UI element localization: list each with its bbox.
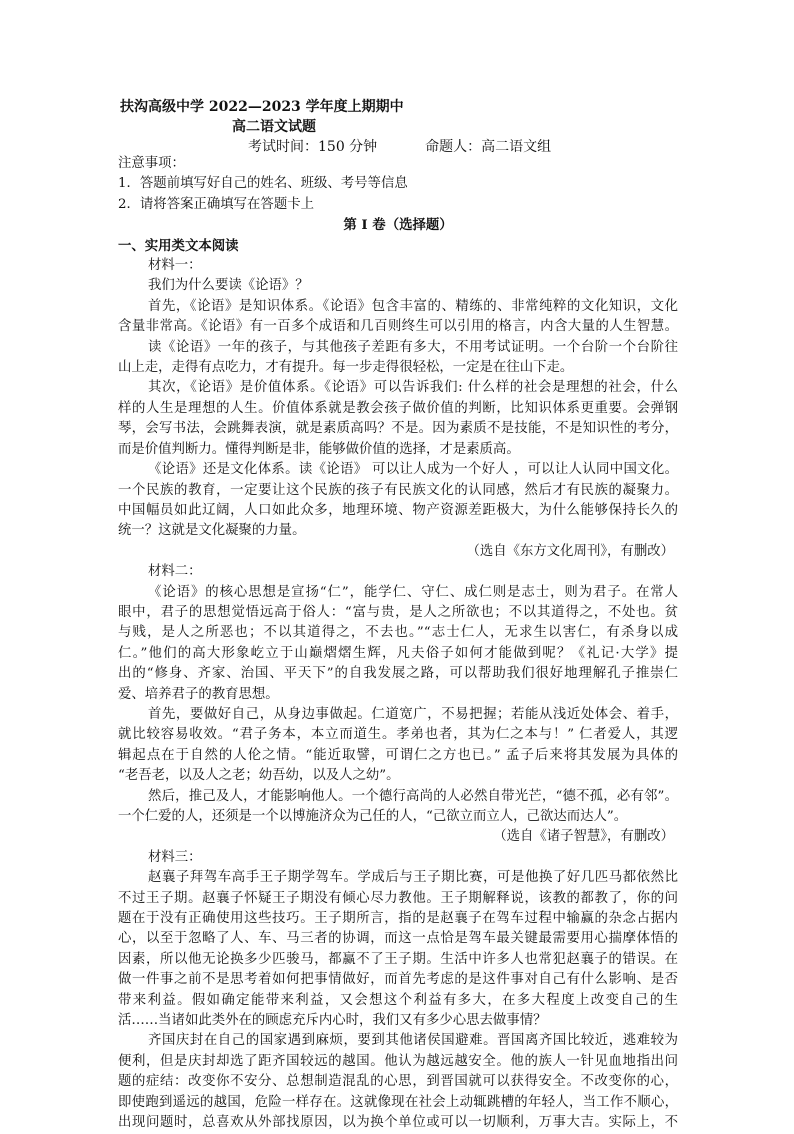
material-2-line: 仁。”他们的高大形象屹立于山巅熠熠生辉，凡夫俗子如何才能做到呢？《礼记·大学》提 [118, 645, 678, 661]
material-3-line: 出现问题时，总喜欢从外部找原因，以为换个单位或可以一切顺利，万事大吉。实际上，不 [118, 1115, 678, 1131]
material-3-line: 因素，所以他无论换多少匹骏马，都赢不了王子期。生活中许多人也常犯赵襄子的错误。在 [118, 951, 678, 967]
exam-body [118, 154, 678, 1134]
section-title: 一、实用类文本阅读 [118, 237, 239, 254]
material-1-label: 材料一： [148, 258, 202, 274]
material-3-line: 活……当诸如此类外在的顾虑充斥内心时，我们又有多少心思去做事情？ [118, 1013, 547, 1029]
material-2-label: 材料二： [148, 564, 202, 580]
material-2-line: 爱、培养君子的教育思想。 [118, 686, 279, 702]
material-1-line: 含量非常高。《论语》有一百多个成语和几百则终生可以引用的格言，内含大量的人生智慧。 [118, 319, 678, 335]
material-1-line: 琴，会写书法，会跳舞表演，就是素质高吗？不是。因为素质不是技能，不是知识性的考分， [118, 421, 678, 437]
material-1-line: 《论语》还是文化体系。读《论语》 可以让人成为一个好人 ，可以让人认同中国文化。 [148, 462, 678, 478]
material-2-line: 就比较容易收效。“君子务本，本立而道生。孝弟也者，其为仁之本与！” 仁者爱人，其逻 [118, 727, 678, 743]
material-2-line: 然后，推己及人，才能影响他人。一个德行高尚的人必然自带光芒，“德不孤，必有邻”。 [148, 788, 678, 804]
material-1-line: 读《论语》一年的孩子，与其他孩子差距有多大，不用考试证明。一个台阶一个台阶往 [148, 339, 678, 355]
material-1-line: 山上走，走得有点吃力，才有提升。每一步走得很轻松，一定是在往山下走。 [118, 360, 574, 376]
material-2-source: （选自《诸子智慧》，有删改） [493, 829, 674, 845]
exam-time: 考试时间：150 分钟 [248, 139, 378, 155]
material-3-line: 便利，但是庆封却选了距齐国较远的越国。他认为越远越安全。他的族人一针见血地指出问 [118, 1053, 678, 1069]
material-3-label: 材料三： [148, 849, 202, 865]
material-2-line: 眼中，君子的思想觉悟远高于俗人：“富与贵，是人之所欲也；不以其道得之，不处也。贫 [118, 604, 678, 620]
notes-item-2: 2．请将答案正确填写在答题卡上 [118, 196, 314, 212]
material-1-line: 而是价值判断力。懂得判断是非，能够做价值的选择，才是素质高。 [118, 441, 520, 457]
material-3-line: 赵襄子拜驾车高手王子期学驾车。学成后与王子期比赛，可是他换了好几匹马都依然比 [148, 870, 678, 886]
material-3-line: 题在于没有正确使用这些技巧。王子期所言，指的是赵襄子在驾车过程中输赢的杂念占据内 [118, 911, 678, 927]
material-3-line: 即使跑到遥远的越国，危险一样存在。这就像现在社会上动辄跳槽的年轻人，当工作不顺心， [118, 1094, 678, 1110]
material-1-line: 首先，《论语》是知识体系。《论语》包含丰富的、精练的、非常纯粹的文化知识，文化 [148, 298, 678, 314]
volume-title: 第 I 卷（选择题） [343, 217, 453, 234]
material-1-question: 我们为什么要读《论语》？ [148, 278, 309, 294]
material-2-line: 首先，要做好自己，从身边事做起。仁道宽广，不易把握；若能从浅近处体会、着手， [148, 706, 678, 722]
material-1-line: 一个民族的教育，一定要让这个民族的孩子有民族文化的认同感，然后才有民族的凝聚力。 [118, 482, 678, 498]
subject-title: 高二语文试题 [232, 119, 316, 135]
material-2-line: “老吾老，以及人之老；幼吾幼，以及人之幼”。 [118, 768, 400, 784]
material-3-line: 做一件事之前不是思考着如何把事情做好，而首先考虑的是这件事对自己有什么影响、是否 [118, 972, 678, 988]
material-3-line: 带来利益。假如确定能带来利益，又会想这个利益有多大，在多大程度上改变自己的生 [118, 992, 678, 1008]
material-2-line: 与贱，是人之所恶也；不以其道得之，不去也。”“志士仁人，无求生以害仁，有杀身以成 [118, 625, 678, 641]
material-1-source: （选自《东方文化周刊》，有删改） [466, 543, 674, 559]
school-title: 扶沟高级中学 2022—2023 学年度上期期中 [120, 99, 404, 115]
material-2-line: 《论语》的核心思想是宣扬“仁”，能学仁、守仁、成仁则是志士，则为君子。在常人 [148, 584, 678, 600]
material-3-line: 题的症结：改变你不安分、总想制造混乱的心思，到晋国就可以获得安全。不改变你的心， [118, 1074, 678, 1090]
material-1-line: 中国幅员如此辽阔，人口如此众多，地理环境、物产资源差距极大，为什么能够保持长久的 [118, 502, 678, 518]
exam-info [248, 136, 551, 156]
notes-item-1: 1．答题前填写好自己的姓名、班级、考号等信息 [118, 176, 408, 192]
material-3-line: 齐国庆封在自己的国家遇到麻烦，要到其他诸侯国避难。晋国离齐国比较近，逃难较为 [148, 1033, 678, 1049]
material-3-line: 不过王子期。赵襄子怀疑王子期没有倾心尽力教他。王子期解释说，该教的都教了，你的问 [118, 890, 678, 906]
material-3-line: 心，以至于忽略了人、车、马三者的协调，而这一点恰是驾车最关键最需要用心揣摩体悟的 [118, 931, 678, 947]
notes-heading: 注意事项： [118, 156, 185, 171]
material-2-line: 出的“修身、齐家、治国、平天下”的自我发展之路，可以帮助我们很好地理解孔子推崇仁 [118, 666, 678, 682]
material-1-line: 统一？这就是文化凝聚的力量。 [118, 523, 306, 539]
material-1-line: 其次，《论语》是价值体系。《论语》可以告诉我们: 什么样的社会是理想的社会，什么 [148, 380, 678, 396]
exam-author: 命题人：高二语文组 [425, 139, 552, 155]
material-2-line: 一个仁爱的人，还须是一个以博施济众为己任的人，“己欲立而立人，己欲达而达人”。 [118, 809, 628, 824]
material-1-line: 样的人生是理想的人生。价值体系就是教会孩子做价值的判断，比知识体系更重要。会弹钢 [118, 400, 678, 416]
material-2-line: 辑起点在于自然的人伦之情。“能近取譬，可谓仁之方也已。” 孟子后来将其发展为具体的 [118, 747, 678, 763]
